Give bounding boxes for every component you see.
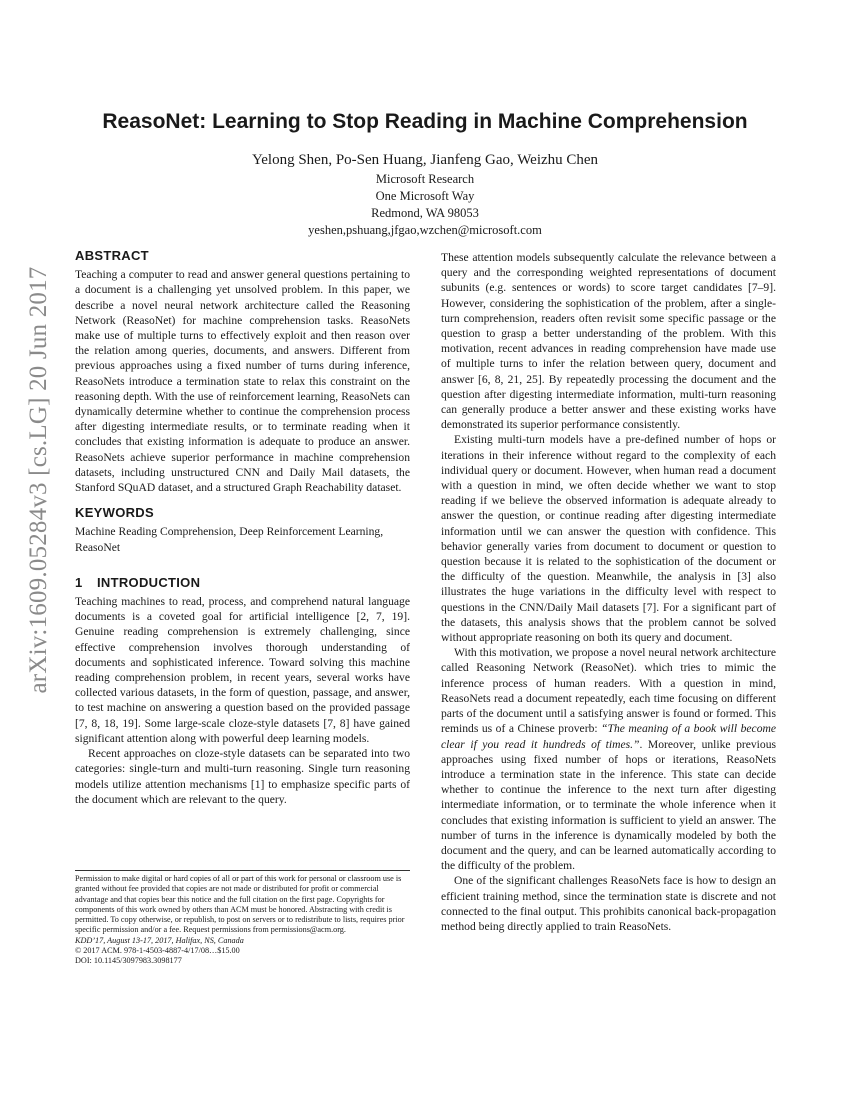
footnote-rule xyxy=(75,870,410,871)
affiliation-emails: yeshen,pshuang,jfgao,wzchen@microsoft.com xyxy=(308,223,542,237)
arxiv-id: arXiv:1609.05284v3 [cs.LG] 20 Jun 2017 xyxy=(25,266,52,694)
section-number: 1 xyxy=(75,574,83,590)
keywords-text: Machine Reading Comprehension, Deep Reinforcement Learning, ReasoNet xyxy=(75,525,384,554)
left-column xyxy=(75,248,410,807)
acm-footnote xyxy=(75,870,410,967)
section-title: INTRODUCTION xyxy=(97,574,201,590)
intro-paragraph-4: Existing multi-turn models have a pre-defined number of hops or iterations in their inference without regard to the complexity of each individual query or document. However, when human read a document with a question in mind, we often decide whether we want to stop reading if we believe the observed information is adequate already to answer the question, or continue reading after digesting intermediate information until we can answer the question with confidence. This behavior generally varies from document to document or question to question because it is related to the sophistication of the document or the difficulty of the question. Meanwhile, the analysis in [3] also illustrates the huge variations in the difficulty level with respect to questions in the CNN/Daily Mail datasets [7]. For a significant part of the datasets, this analysis shows that the problem cannot be solved without appropriate reasoning on both its query and document. xyxy=(441,433,776,645)
right-column xyxy=(441,250,776,934)
permission-notice: Permission to make digital or hard copies of all or part of this work for personal or classroom use is granted without fee provided that copies are not made or distributed for profit or commercial advantage and that copies bear this notice and the full citation on the first page. Copyrights for components of this work owned by others than ACM must be honored. Abstracting with credit is permitted. To copy otherwise, or republish, to post on servers or to redistribute to lists, requires prior specific permission and/or a fee. Request permissions from permissions@acm.org. xyxy=(75,874,405,935)
affiliation-city: Redmond, WA 98053 xyxy=(371,206,479,220)
intro-paragraph-6: One of the significant challenges ReasoNets face is how to design an efficient training method, since the termination state is discrete and not connected to the final output. This prohibits canonical back-propagation method being directly applied to train ReasoNets. xyxy=(441,874,776,933)
copyright-line: © 2017 ACM. 978-1-4503-4887-4/17/08…$15.00 xyxy=(75,946,240,956)
keywords-heading: KEYWORDS xyxy=(75,505,154,521)
intro-paragraph-1: Teaching machines to read, process, and comprehend natural language documents is a coveted goal for artificial intelligence [2, 7, 19]. Genuine reading comprehension is extremely challenging, since effective comprehension involves thorough understanding of documents and sophisticated inference. Toward solving this machine reading comprehension problem, in recent years, several works have collected various datasets, in the form of question, passage, and answer, to test machine on answering a question based on the provided passage [7, 8, 18, 19]. Some large-scale cloze-style datasets [7, 8] have gained significant attention along with powerful deep learning models. xyxy=(75,595,410,745)
conference-info: KDD’17, August 13-17, 2017, Halifax, NS, Canada xyxy=(75,935,244,945)
intro-paragraph-3: These attention models subsequently calculate the relevance between a query and the corresponding weighted representations of document subunits (e.g. sentences or words) to score target candidates [7–9]. However, considering the sophistication of the problem, after a single-turn comprehension, readers often revisit some specific passage or the question to grasp a better understanding of the problem. With this motivation, recent advances in reading comprehension have made use of multiple turns to infer the relation between query, document and answer [6, 8, 21, 25]. By repeatedly processing the document and the question after digesting intermediate information, multi-turn reasoning can generally produce a better answer and these existing works have demonstrated its superior performance consistently. xyxy=(441,251,776,432)
introduction-heading xyxy=(75,575,410,590)
paper-title: ReasoNet: Learning to Stop Reading in Machine Comprehension xyxy=(102,110,748,133)
affiliation-street: One Microsoft Way xyxy=(375,189,475,203)
abstract-heading: ABSTRACT xyxy=(75,248,149,263)
chinese-proverb-quote: “The meaning of a book will become clear if you read it hundreds of times.” xyxy=(441,722,777,751)
p5-text-before: With this motivation, we propose a novel neural network architecture called Reasoning Network (ReasoNet). which tries to mimic the inference process of human readers. With a question in mind, ReasoNets read a document repeatedly, each time focusing on different parts of the document until a satisfying answer is found or formed. This reminds us of a Chinese proverb: xyxy=(441,646,776,736)
intro-paragraph-5 xyxy=(441,645,776,873)
p5-text-after: . Moreover, unlike previous approaches using fixed number of hops or iterations, ReasoNets introduce a termination state in the inference. This state can decide whether to continue the inference to the next turn after digesting intermediate information, or to terminate the whole inference when it concludes that existing information is sufficient to yield an answer. The number of turns in the inference is dynamically modeled by both the document and the query, and can be learned automatically according to the difficulty of the problem. xyxy=(441,737,776,873)
author-list: Yelong Shen, Po-Sen Huang, Jianfeng Gao, Weizhu Chen xyxy=(251,152,599,168)
affiliation-org: Microsoft Research xyxy=(375,172,475,186)
intro-paragraph-2: Recent approaches on cloze-style datasets can be separated into two categories: single-turn and multi-turn reasoning. Single turn reasoning models utilize attention mechanisms [1] to emphasize specific parts of the document which are relevant to the query. xyxy=(75,747,410,806)
doi-line: DOI: 10.1145/3097983.3098177 xyxy=(75,956,182,966)
abstract-text: Teaching a computer to read and answer general questions pertaining to a document is a challenging yet unsolved problem. In this paper, we describe a novel neural network architecture called the Reasoning Network (ReasoNet) for machine comprehension tasks. ReasoNets make use of multiple turns to effectively exploit and then reason over the relation among queries, documents, and answers. Different from previous approaches using a fixed number of turns during inference, ReasoNets introduce a termination state to relax this constraint on the reasoning depth. With the use of reinforcement learning, ReasoNets can dynamically determine whether to continue the comprehension process after digesting intermediate results, or to terminate reading when it concludes that existing information is adequate to produce an answer. ReasoNets achieve superior performance in machine comprehension datasets, including unstructured CNN and Daily Mail datasets, the Stanford SQuAD dataset, and a structured Graph Reachability dataset. xyxy=(75,268,410,495)
